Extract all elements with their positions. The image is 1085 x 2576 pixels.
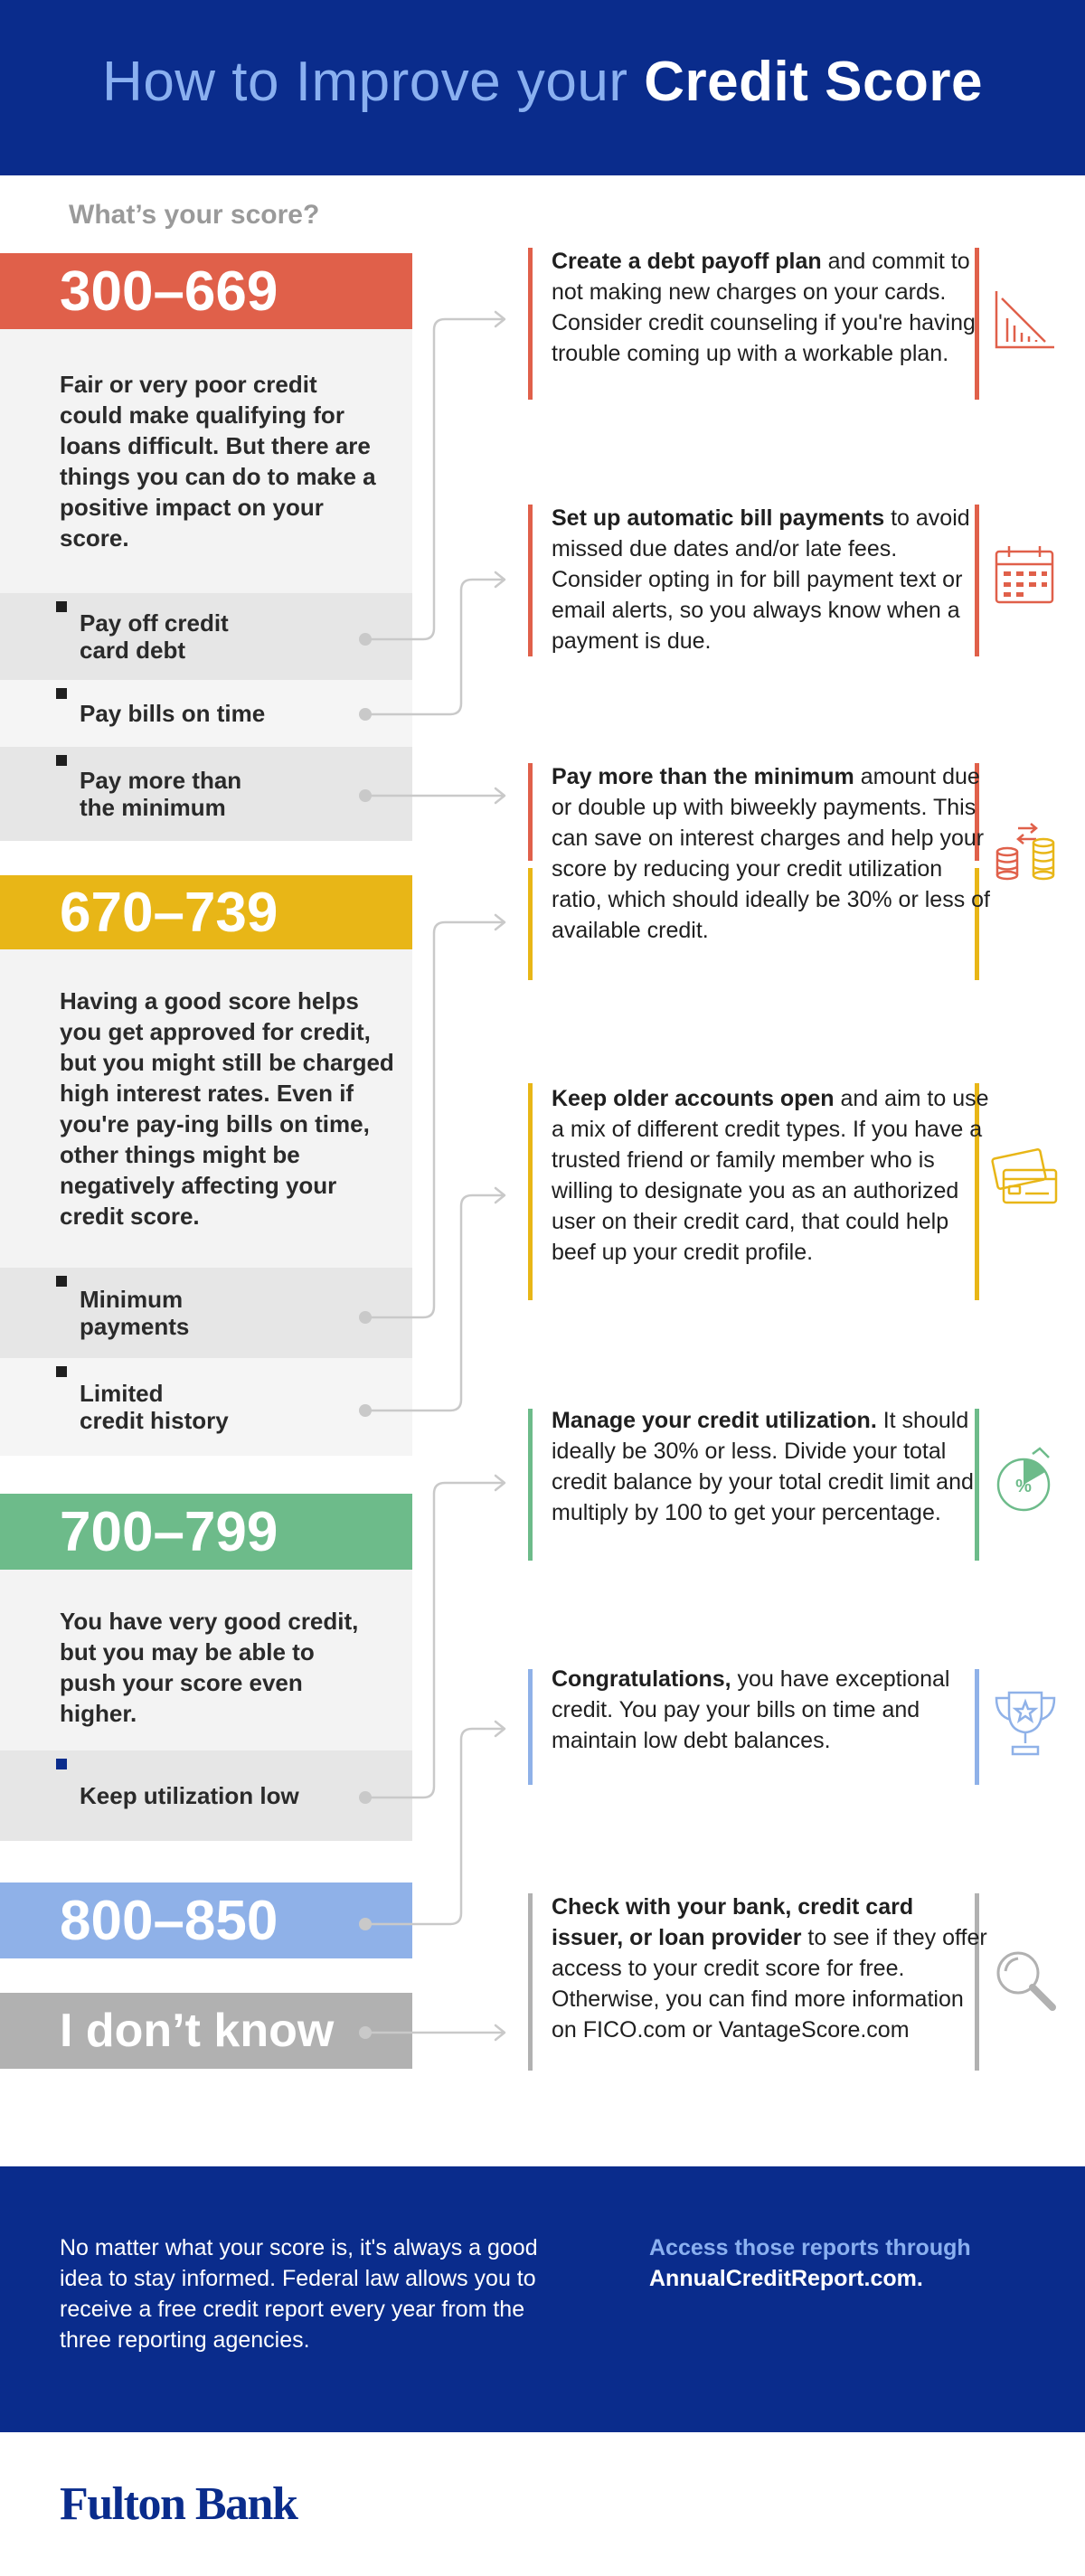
connector-6	[365, 1483, 503, 1798]
connector-4	[365, 922, 503, 1317]
footer-callout	[649, 2232, 1029, 2294]
connector-dot	[359, 2026, 372, 2039]
footer-callout-highlight: Access those reports through	[649, 2235, 971, 2260]
connector-dot	[359, 1311, 372, 1324]
step-label: Pay more than the minimum	[80, 767, 242, 821]
connector-1	[365, 319, 503, 639]
calendar-icon	[989, 541, 1061, 613]
connector-dot	[359, 1404, 372, 1417]
percent-gauge-icon	[989, 1445, 1061, 1517]
fulton-bank-logo[interactable]: Fulton Bank	[60, 2478, 297, 2530]
tip-manage-credit-utilization: Manage your credit utilization. It should ideally be 30% or less. Divide your total credit balance by your total credit limit and multiply by 100 to get your percentage.	[552, 1408, 974, 1525]
credit-cards-icon	[989, 1145, 1061, 1217]
range-label: 670–739	[60, 881, 278, 944]
svg-text:%: %	[1015, 1477, 1032, 1496]
connector-dot	[359, 789, 372, 802]
annual-credit-report-link[interactable]: AnnualCreditReport.com.	[649, 2266, 923, 2291]
range-1-description: Fair or very poor credit could make qualifying for loans difficult. But there are things you can do to make a positive impact on your score.	[60, 371, 376, 552]
range-2-description: Having a good score helps you get approved for credit, but you might still be charged high interest rates. Even if you're pay-ing bills on time, other things might be negatively affecting your credit score.	[60, 987, 394, 1230]
magnifier-icon	[989, 1944, 1061, 2016]
step-label: Pay bills on time	[80, 700, 266, 727]
range-label: 700–799	[60, 1500, 278, 1563]
coin-stacks-icon	[989, 821, 1061, 893]
trophy-icon	[989, 1687, 1061, 1760]
tip-keep-older-accounts-open: Keep older accounts open and aim to use a mix of different credit types. If you have a trusted friend or family member who is willing to designate you as an authorized user on their credit card, that could help beef up your credit profile.	[552, 1086, 989, 1265]
range-label: 800–850	[60, 1889, 278, 1952]
whats-your-score-heading: What’s your score?	[69, 200, 320, 230]
step-label: Pay off credit card debt	[80, 609, 229, 664]
range-label: 300–669	[60, 259, 278, 323]
connector-dot	[359, 1791, 372, 1804]
connector-dot	[359, 708, 372, 721]
step-label: Limited credit history	[80, 1380, 229, 1434]
range-3-description: You have very good credit, but you may be able to push your score even higher.	[60, 1608, 359, 1727]
step-label: Minimum payments	[80, 1286, 190, 1340]
tip-automatic-bill-payments: Set up automatic bill payments to avoid missed due dates and/or late fees. Consider opting in for bill payment text or email alerts, so you always know when a payment is due.	[552, 505, 970, 654]
tip-congratulations: Congratulations, you have exceptional credit. You pay your bills on time and maintain low debt balances.	[552, 1666, 950, 1753]
connector-dot	[359, 633, 372, 646]
step-label: Keep utilization low	[80, 1782, 299, 1809]
connector-dot	[359, 1918, 372, 1930]
page-title: How to Improve your Credit Score	[102, 51, 983, 113]
tip-check-with-bank: Check with your bank, credit card issuer, or loan provider to see if they offer access to your credit score for free. Otherwise, you can find more information on FICO.com or VantageScore.com	[552, 1894, 987, 2043]
declining-chart-icon	[989, 286, 1061, 358]
range-label: I don’t know	[60, 2005, 335, 2057]
tip-debt-payoff-plan: Create a debt payoff plan and commit to not making new charges on your cards. Consider credit counseling if you're having trouble coming up with a workable plan.	[552, 249, 976, 366]
footer-text: No matter what your score is, it's always a good idea to stay informed. Federal law allows you to receive a free credit report every year from the three reporting agencies.	[60, 2235, 538, 2353]
tip-pay-more-than-minimum: Pay more than the minimum amount due or double up with biweekly payments. This can save on interest charges and help your score by reducing your credit utilization ratio, which should ideally be 30% or less of available credit.	[552, 764, 990, 943]
